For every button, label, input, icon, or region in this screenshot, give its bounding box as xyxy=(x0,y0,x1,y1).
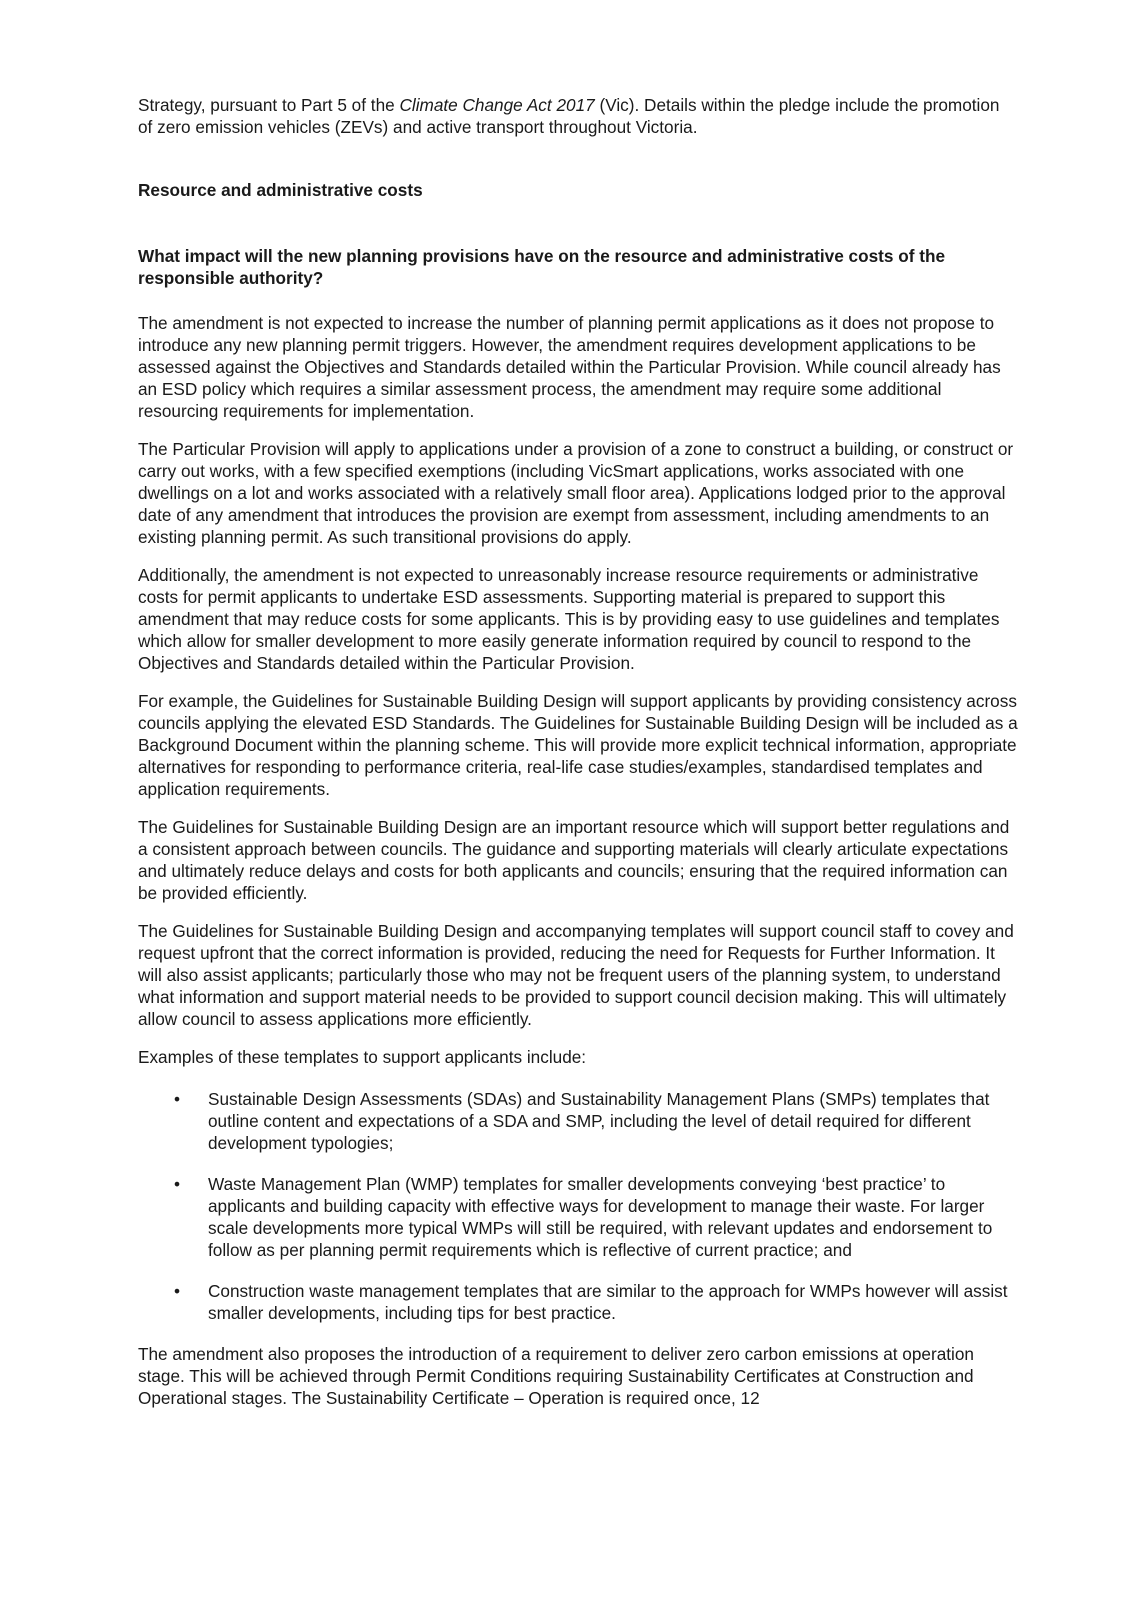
list-item-text: Construction waste management templates that are similar to the approach for WMPs however will assist smaller developments, including tips for best practice. xyxy=(208,1281,1008,1323)
list-item xyxy=(138,1280,1018,1324)
intro-text-start: Strategy, pursuant to Part 5 of the xyxy=(138,95,400,115)
bullet-icon: • xyxy=(174,1281,181,1301)
list-item xyxy=(138,1173,1018,1261)
body-paragraph: Examples of these templates to support applicants include: xyxy=(138,1047,587,1067)
body-paragraph: For example, the Guidelines for Sustainable Building Design will support applicants by providing consistency across councils applying the elevated ESD Standards. The Guidelines for Sustainable Building Design will be included as a Background Document within the planning scheme. This will provide more explicit technical information, appropriate alternatives for responding to performance criteria, real-life case studies/examples, standardised templates and application requirements. xyxy=(138,691,1018,799)
bullet-icon: • xyxy=(174,1089,181,1109)
template-examples-list xyxy=(138,1088,1018,1324)
body-paragraph: Additionally, the amendment is not expected to unreasonably increase resource requirements or administrative costs for permit applicants to undertake ESD assessments. Supporting material is prepared to support this amendment that may reduce costs for some applicants. This is by providing easy to use guidelines and templates which allow for smaller development to more easily generate information required by council to respond to the Objectives and Standards detailed within the Particular Provision. xyxy=(138,565,1000,673)
body-paragraph: The Guidelines for Sustainable Building Design and accompanying templates will support council staff to covey and request upfront that the correct information is provided, reducing the need for Requests for Further Information. It will also assist applicants; particularly those who may not be frequent users of the planning system, to understand what information and support material needs to be provided to support council decision making. This will ultimately allow council to assess applications more efficiently. xyxy=(138,921,1014,1029)
body-paragraph: The Particular Provision will apply to applications under a provision of a zone to construct a building, or construct or carry out works, with a few specified exemptions (including VicSmart applications, works associated with one dwellings on a lot and works associated with a relatively small floor area). Applications lodged prior to the approval date of any amendment that introduces the provision are exempt from assessment, including amendments to an existing planning permit. As such transitional provisions do apply. xyxy=(138,439,1014,547)
bullet-icon: • xyxy=(174,1174,181,1194)
list-item-text: Sustainable Design Assessments (SDAs) and Sustainability Management Plans (SMPs) templates that outline content and expectations of a SDA and SMP, including the level of detail required for different development typologies; xyxy=(208,1089,990,1153)
body-paragraph: The amendment is not expected to increase the number of planning permit applications as it does not propose to introduce any new planning permit triggers. However, the amendment requires development applications to be assessed against the Objectives and Standards detailed within the Particular Provision. While council already has an ESD policy which requires a similar assessment process, the amendment may require some additional resourcing requirements for implementation. xyxy=(138,313,1001,421)
list-item-text: Waste Management Plan (WMP) templates for smaller developments conveying ‘best practice’ to applicants and building capacity with effective ways for development to manage their waste. For larger scale developments more typical WMPs will still be required, with relevant updates and endorsement to follow as per planning permit requirements which is reflective of current practice; and xyxy=(208,1174,993,1260)
closing-paragraph: The amendment also proposes the introduction of a requirement to deliver zero carbon emissions at operation stage. This will be achieved through Permit Conditions requiring Sustainability Certificates at Construction and Operational stages. The Sustainability Certificate – Operation is required once, 12 xyxy=(138,1344,974,1408)
question-heading: What impact will the new planning provisions have on the resource and administrative costs of the responsible authority? xyxy=(138,246,946,288)
act-title: Climate Change Act 2017 xyxy=(399,95,595,115)
intro-paragraph xyxy=(138,94,1018,138)
body-paragraph: The Guidelines for Sustainable Building Design are an important resource which will support better regulations and a consistent approach between councils. The guidance and supporting materials will clearly articulate expectations and ultimately reduce delays and costs for both applicants and councils; ensuring that the required information can be provided efficiently. xyxy=(138,817,1010,903)
list-item xyxy=(138,1088,1018,1154)
section-heading: Resource and administrative costs xyxy=(138,180,423,200)
intro-text-end: (Vic). Details within the pledge include the promotion of zero emission vehicles (ZEVs) and active transport throughout Victoria. xyxy=(138,95,1000,137)
document-page xyxy=(138,94,1018,1425)
